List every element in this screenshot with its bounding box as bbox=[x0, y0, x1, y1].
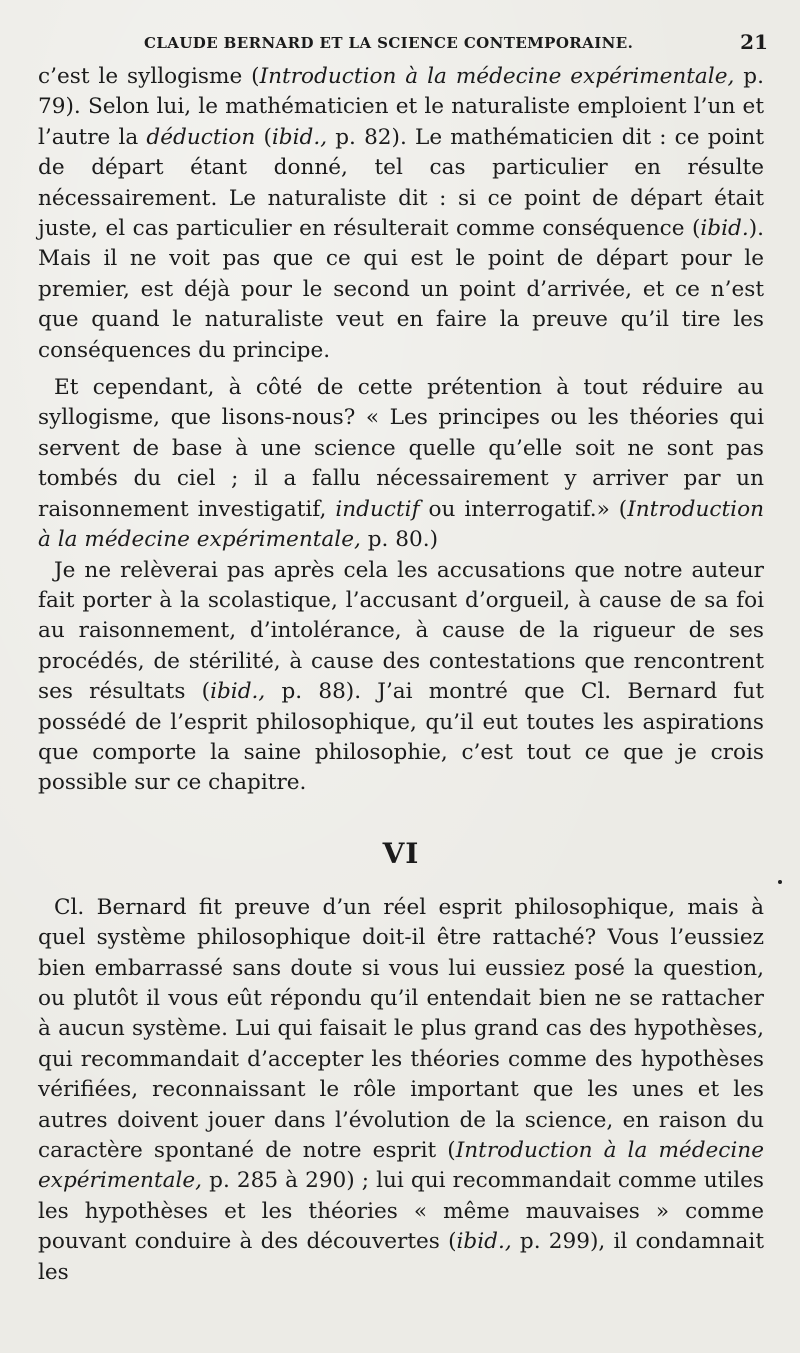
paragraph-3 bbox=[38, 556, 764, 799]
text-run: ). Mais il ne voit pas que ce qui est le point de départ pour le premier, est déjà pour le second un point d’arrivée, et ce n’est que quand le naturaliste veut en faire la preuve qu’il tire les conséquences du principe. bbox=[38, 216, 764, 363]
italic-text: Introduction à la médecine expérimentale, bbox=[259, 64, 735, 89]
text-run: Cl. Bernard fit preuve d’un réel esprit philosophique, mais à quel système philosophique doit-il être rattaché? Vous l’eussiez bien embarrassé sans doute si vous lui eussiez posé la question, ou plutôt il vous eût répondu qu’il entendait bien ne se rattacher à aucun système. Lui qui faisait le plus grand cas des hypothèses, qui recommandait d’accepter les théories comme des hypothèses vérifiées, reconnaissant le rôle important que les unes et les autres doivent jouer dans l’évolution de la science, en raison du caractère spontané de notre esprit ( bbox=[38, 894, 764, 1163]
italic-text: déduction bbox=[146, 124, 256, 150]
text-run: p. 88). J’ai montré que Cl. Bernard fut possédé de l’esprit philosophique, qu’il eut toutes les aspirations que comporte la saine philosophie, c’est tout ce que je crois possible sur ce chapitre. bbox=[38, 679, 764, 796]
running-head: CLAUDE BERNARD ET LA SCIENCE CONTEMPORAINE. bbox=[144, 34, 634, 52]
text-run: Je ne relèverai pas après cela les accusations que notre auteur fait porter à la scolastique, l’accusant d’orgueil, à cause de sa foi au raisonnement, d’intolérance, à cause de la rigueur de ses procédés, de stérilité, à cause des contestations que rencontrent ses résultats ( bbox=[38, 557, 764, 705]
body-text bbox=[38, 62, 764, 1288]
text-run: c’est le syllogisme ( bbox=[38, 64, 260, 89]
italic-text: ibid., bbox=[456, 1229, 512, 1255]
italic-text: Introduction à la médecine expérimentale, bbox=[38, 1138, 764, 1194]
text-run: ou interrogatif.» ( bbox=[419, 496, 628, 522]
page-number: 21 bbox=[740, 30, 768, 54]
italic-text: ibid., bbox=[271, 124, 328, 150]
paragraph-1 bbox=[38, 62, 764, 366]
text-run: p. 285 à 290) ; lui qui recommandait comme utiles les hypothèses et les théories « même mauvaises » comme pouvant conduire à des découvertes ( bbox=[38, 1168, 764, 1255]
text-run: p. 80.) bbox=[360, 527, 439, 553]
text-run: p. 79). Selon lui, le mathématicien et le naturaliste emploient l’un et l’autre la bbox=[38, 64, 764, 150]
italic-text: ibid. bbox=[700, 216, 749, 242]
text-run: Et cependant, à côté de cette prétention à tout réduire au syllogisme, que lisons-nous? « Les principes ou les théories qui servent de base à une science quelle qu’elle soit ne sont pas tombés du ciel ; il a fallu nécessairement y arriver par un raisonnement investigatif, bbox=[38, 375, 764, 522]
text-run: p. 299), il condamnait les bbox=[38, 1229, 765, 1285]
italic-text: inductif bbox=[335, 496, 420, 522]
text-run: ( bbox=[255, 124, 272, 150]
italic-text: ibid., bbox=[210, 679, 266, 705]
paragraph-2 bbox=[38, 373, 764, 555]
italic-text: Introduction à la médecine expérimentale, bbox=[38, 496, 764, 553]
page-speck bbox=[778, 880, 782, 884]
section-paragraph-1 bbox=[38, 893, 764, 1288]
section-heading: VI bbox=[382, 836, 420, 870]
page-header bbox=[40, 30, 768, 56]
text-run: p. 82). Le mathématicien dit : ce point de départ étant donné, tel cas particulier en résulte nécessairement. Le naturaliste dit : si ce point de départ était juste, el cas particulier en résulterait comme conséquence ( bbox=[38, 124, 765, 242]
